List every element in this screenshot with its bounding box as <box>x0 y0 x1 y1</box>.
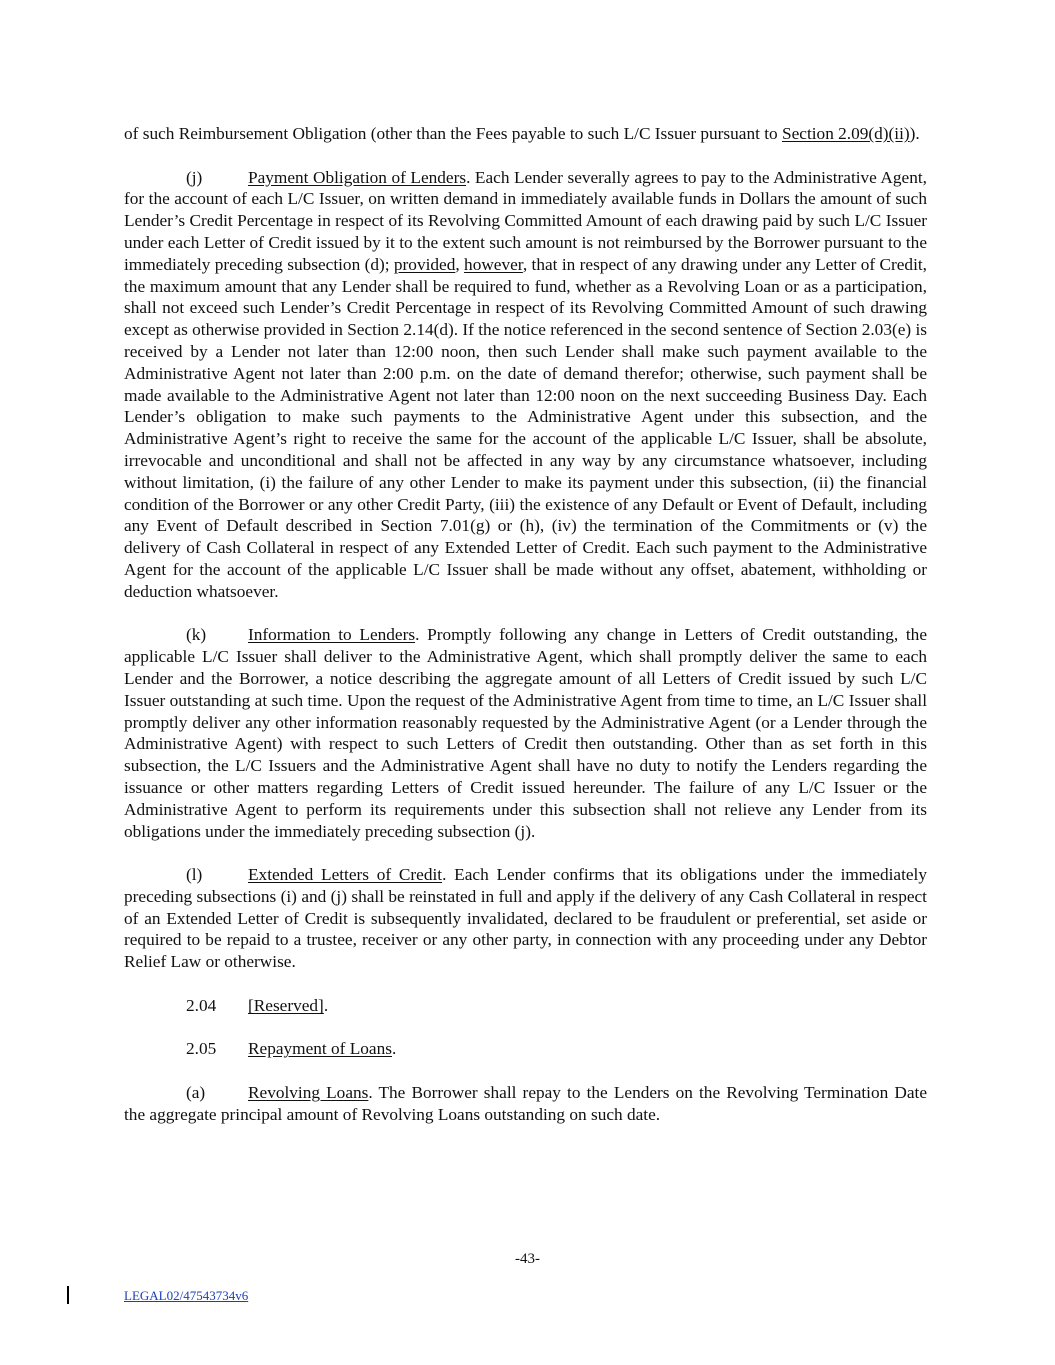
paragraph-a: (a) Revolving Loans. The Borrower shall repay to the Lenders on the Revolving Termination Date the aggregate principal amount of Revolving Loans outstanding on such date. <box>124 1083 927 1124</box>
subsection-label: (l) <box>186 865 203 885</box>
section-number: 2.04 <box>186 995 217 1015</box>
paragraph-k: (k) Information to Lenders. Promptly following any change in Letters of Credit outstanding, the applicable L/C Issuer shall deliver to the Administrative Agent, which shall promptly deliver the same to each Lender and the Borrower, a notice describing the aggregate amount of all Letters of Credit issued by such L/C Issuer outstanding at such time. Upon the request of the Administrative Agent from time to time, an L/C Issuer shall promptly deliver any other information reasonably requested by the Administrative Agent (or a Lender through the Administrative Agent) with respect to such Letters of Credit then outstanding. Other than as set forth in this subsection, the L/C Issuers and the Administrative Agent shall have no duty to notify the Lenders regarding the issuance or other matters regarding Letters of Credit issued hereunder. The failure of any L/C Issuer or the Administrative Agent to perform its requirements under this subsection shall not relieve any Lender from its obligations under the immediately preceding subsection (j). <box>124 625 927 841</box>
paragraph-j: (j) Payment Obligation of Lenders. Each Lender severally agrees to pay to the Administrative Agent, for the account of each L/C Issuer, on written demand in immediately available funds in Dollars the amount of such Lender’s Credit Percentage in respect of its Revolving Committed Amount of each drawing paid by such L/C Issuer under each Letter of Credit issued by it to the extent such amount is not reimbursed by the Borrower pursuant to the immediately preceding subsection (d); provided, however, that in respect of any drawing under any Letter of Credit, the maximum amount that any Lender shall be required to fund, whether as a Revolving Loan or as a participation, shall not exceed such Lender’s Credit Percentage in respect of its Revolving Committed Amount of such drawing except as otherwise provided in Section 2.14(d). If the notice referenced in the second sentence of Section 2.03(e) is received by a Lender not later than 12:00 noon, then such Lender shall make such payment available to the Administrative Agent not later than 2:00 p.m. on the date of demand therefor; otherwise, such payment shall be made available to the Administrative Agent not later than 12:00 noon on the next succeeding Business Day. Each Lender’s obligation to make such payments to the Administrative Agent under this subsection, and the Administrative Agent’s right to receive the same for the account of the applicable L/C Issuer, shall be absolute, irrevocable and unconditional and shall not be affected in any way by any circumstance whatsoever, including without limitation, (i) the failure of any other Lender to make its payment under this subsection, (ii) the financial condition of the Borrower or any other Credit Party, (iii) the existence of any Default or Event of Default, including any Event of Default described in Section 7.01(g) or (h), (iv) the termination of the Commitments or (v) the delivery of Cash Collateral in respect of any Extended Letter of Credit. Each such payment to the Administrative Agent for the account of the applicable L/C Issuer shall be made without any offset, abatement, withholding or deduction whatsoever. <box>124 167 927 601</box>
section-reference: Section 2.09(d)(ii) <box>782 124 910 143</box>
subsection-label: (j) <box>186 167 203 187</box>
provided-term: provided <box>393 254 456 274</box>
subsection-title: Payment Obligation of Lenders <box>248 167 467 187</box>
subsection-title: Revolving Loans <box>248 1083 369 1103</box>
subsection-title: Information to Lenders <box>248 625 416 645</box>
paragraph-l: (l) Extended Letters of Credit. Each Lender confirms that its obligations under the immediately preceding subsections (i) and (j) shall be reinstated in full and apply if the delivery of any Cash Collateral in respect of an Extended Letter of Credit is subsequently invalidated, declared to be fraudulent or preferential, set aside or required to be repaid to a trustee, receiver or any other party, in connection with any proceeding under any Debtor Relief Law or otherwise. <box>124 865 927 972</box>
subsection-title: Extended Letters of Credit <box>248 865 443 885</box>
subsection-label: (a) <box>186 1083 206 1103</box>
change-bar <box>67 1286 69 1304</box>
section-heading-2-05: 2.05 Repayment of Loans. <box>186 1039 397 1059</box>
section-title: Repayment of Loans <box>248 1039 392 1059</box>
subsection-label: (k) <box>186 625 207 645</box>
page-number: -43- <box>515 1251 540 1267</box>
document-body <box>124 123 927 1126</box>
section-number: 2.05 <box>186 1039 217 1059</box>
paragraph-continuation: of such Reimbursement Obligation (other than the Fees payable to such L/C Issuer pursuant to Section 2.09(d)(ii)). <box>124 124 920 143</box>
document-id-link[interactable]: LEGAL02/47543734v6 <box>124 1288 249 1303</box>
section-heading-2-04: 2.04 [Reserved]. <box>186 995 329 1015</box>
section-title: [Reserved] <box>248 995 324 1015</box>
however-term: however <box>464 254 523 274</box>
